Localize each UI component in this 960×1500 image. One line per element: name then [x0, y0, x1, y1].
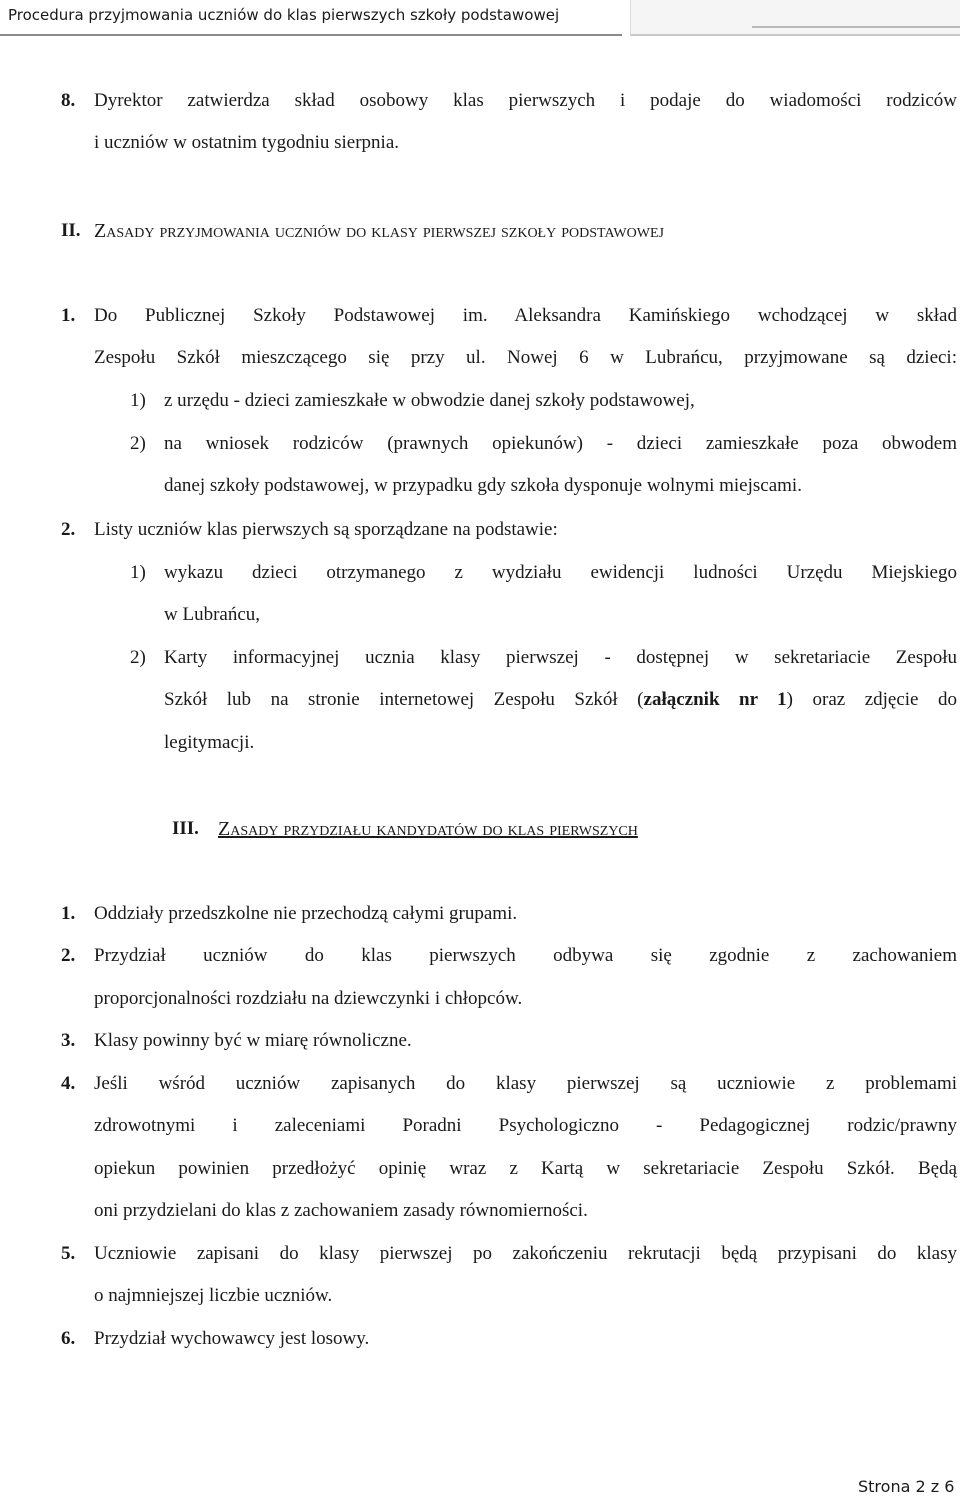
- subitem-text-part: Szkół lub na stronie internetowej Zespołu Szkół (: [164, 689, 644, 710]
- item-text-line: opiekun powinien przedłożyć opinię wraz z Kartą w sekretariacie Zespołu Szkół. Będą: [94, 1158, 957, 1179]
- item-text-line: Przydział wychowawcy jest losowy.: [94, 1328, 370, 1349]
- item-text-line: i uczniów w ostatnim tygodniu sierpnia.: [94, 132, 400, 153]
- subitem-number: 1): [130, 390, 146, 411]
- item-text-line: Przydział uczniów do klas pierwszych odbywa się zgodnie z zachowaniem: [94, 945, 957, 966]
- subitem-text-line: w Lubrańcu,: [164, 604, 261, 625]
- item-text-line: Oddziały przedszkolne nie przechodzą całymi grupami.: [94, 903, 518, 924]
- item-text-line: Listy uczniów klas pierwszych są sporządzane na podstawie:: [94, 519, 558, 540]
- subitem-number: 2): [130, 433, 146, 454]
- item-number: 4.: [61, 1073, 76, 1094]
- item-text-line: Dyrektor zatwierdza skład osobowy klas pierwszych i podaje do wiadomości rodziców: [94, 90, 957, 111]
- section-number: II.: [61, 220, 81, 241]
- item-number: 1.: [61, 305, 76, 326]
- subitem-text-line: na wniosek rodziców (prawnych opiekunów) - dzieci zamieszkałe poza obwodem: [164, 433, 957, 454]
- item-number: 5.: [61, 1243, 76, 1264]
- subitem-text-line: wykazu dzieci otrzymanego z wydziału ewidencji ludności Urzędu Miejskiego: [164, 562, 957, 583]
- item-text-line: Klasy powinny być w miarę równoliczne.: [94, 1030, 412, 1051]
- item-number: 6.: [61, 1328, 76, 1349]
- item-text-line: proporcjonalności rozdziału na dziewczynki i chłopców.: [94, 988, 523, 1009]
- subitem-number: 2): [130, 647, 146, 668]
- item-text-line: Jeśli wśród uczniów zapisanych do klasy pierwszej są uczniowie z problemami: [94, 1073, 957, 1094]
- section-heading: Zasady przyjmowania uczniów do klasy pierwszej szkoły podstawowej: [94, 220, 664, 242]
- item-text-line: Uczniowie zapisani do klasy pierwszej po zakończeniu rekrutacji będą przypisani do klasy: [94, 1243, 957, 1264]
- subitem-text-part: ) oraz zdjęcie do: [786, 689, 957, 710]
- header-rule: [0, 34, 622, 36]
- section-number: III.: [172, 818, 199, 839]
- attachment-reference: załącznik nr 1: [643, 689, 787, 710]
- section-heading: Zasady przydziału kandydatów do klas pierwszych: [218, 818, 638, 840]
- item-number: 3.: [61, 1030, 76, 1051]
- document-title: Procedura przyjmowania uczniów do klas pierwszych szkoły podstawowej: [8, 6, 560, 24]
- item-number: 2.: [61, 519, 76, 540]
- item-text-line: Do Publicznej Szkoły Podstawowej im. Aleksandra Kamińskiego wchodzącej w skład: [94, 305, 957, 326]
- subitem-text-line: z urzędu - dzieci zamieszkałe w obwodzie danej szkoły podstawowej,: [164, 390, 695, 411]
- header-decoration-rule: [752, 26, 960, 28]
- item-number: 8.: [61, 90, 76, 111]
- item-text-line: Zespołu Szkół mieszczącego się przy ul. Nowej 6 w Lubrańcu, przyjmowane są dzieci:: [94, 347, 957, 368]
- subitem-text-line: Karty informacyjnej ucznia klasy pierwszej - dostępnej w sekretariacie Zespołu: [164, 647, 957, 668]
- item-number: 1.: [61, 903, 76, 924]
- item-text-line: o najmniejszej liczbie uczniów.: [94, 1285, 333, 1306]
- page-header: [0, 0, 960, 40]
- subitem-text-line: danej szkoły podstawowej, w przypadku gdy szkoła dysponuje wolnymi miejscami.: [164, 475, 802, 496]
- item-text-line: zdrowotnymi i zaleceniami Poradni Psychologiczno - Pedagogicznej rodzic/prawny: [94, 1115, 957, 1136]
- item-text-line: oni przydzielani do klas z zachowaniem zasady równomierności.: [94, 1200, 588, 1221]
- subitem-text-line: [164, 690, 957, 709]
- page-number: Strona 2 z 6: [858, 1477, 955, 1496]
- subitem-number: 1): [130, 562, 146, 583]
- item-number: 2.: [61, 945, 76, 966]
- header-decoration: [630, 0, 960, 36]
- subitem-text-line: legitymacji.: [164, 732, 255, 753]
